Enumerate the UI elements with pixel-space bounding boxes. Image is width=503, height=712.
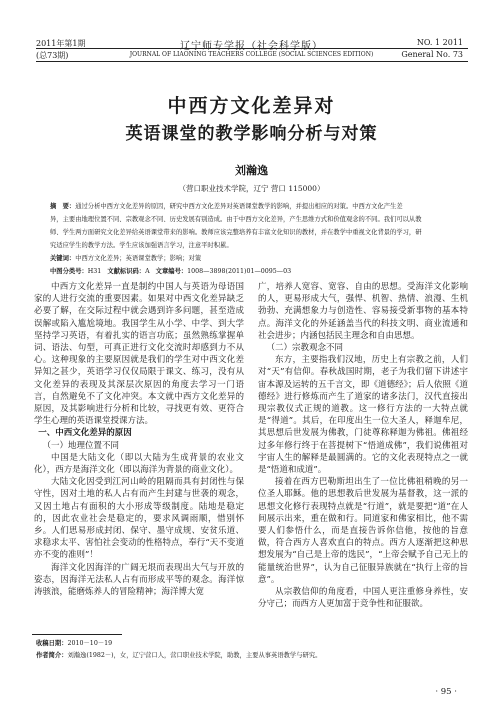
- abstract-line: 究适应学生的教学方法。学生应该加强语言学习，注意平时积累。: [50, 242, 233, 249]
- journal-header: [0, 0, 503, 62]
- author-name: 刘瀚逸: [235, 164, 268, 177]
- body-paragraph: 中国是大陆文化（即以大陆为生成背景的农业文化），西方是海洋文化（即以海洋为背景的商业文化）。: [34, 452, 244, 476]
- issue-label: 2011年第1期: [36, 39, 86, 48]
- author-affiliation: （营口职业技术学院，辽宁 营口 115000）: [178, 184, 325, 193]
- body-paragraph: 大陆文化因受到江河山岭的阻隔而具有封闭性与保守性，因对土地的私人占有而产生封建与世袭的观念，又因土地占有面积的大小形成等级制度。陆地是稳定的，因此农业社会是稳定的，要求风调雨顺，惜别怀乡。人们思易形成封闭、保守、墨守成规、安贫乐道、求稳求太平、害怕社会变动的性格特点，奉行“天不变道亦不变的准则”！: [34, 477, 244, 561]
- footnote-rule: [32, 634, 122, 635]
- received-date: 收稿日期：2010－10－19: [36, 640, 113, 647]
- keywords-text: 中西方文化差异；英语课堂教学；影响；对策: [75, 255, 202, 262]
- header-rule-top: [36, 48, 468, 49]
- section-heading: 一、中西文化差异的原因: [38, 428, 132, 439]
- abstract-line: 摘 要：通过分析中西方文化差异的原因，研究中西方文化差异对英语课堂教学的影响，并提出相应的对策。中西方文化产生差: [50, 203, 403, 210]
- page-number: · 95 ·: [435, 687, 457, 697]
- body-paragraph: 接着在西方巴勒斯坦出生了一位比佛祖稍晚的另一位圣人耶稣。他的思想教后世发展为基督教，这一派的思想文化修行表现特点就是“行道”，就是要把“道”在人间展示出来，重在做和行。同道家和佛家相比，他不需要人们参悟什么，而是直接告诉你信他，按他的旨意做，符合西方人喜欢直白的特点。西方人逐渐把这种思想发展为“自己是上帝的选民”，“上帝会赋予自己无上的能量统治世界”，认为自己征服异族就在“执行上帝的旨意”。: [258, 477, 468, 585]
- subsection-heading: （二）宗教观念不同: [266, 343, 344, 354]
- body-paragraph: 广，培养人宽容、宽容、自由的思想。受海洋文化影响的人，更易形成大气，强悍、机智、热情、浪漫、生机勃勃、充满想象力与创造性、容易接受新事物的基本特点。海洋文化的外延涵盖当代的科技文明、商业流通和社会进步；内涵包括民主理念和自由思想。: [258, 282, 468, 341]
- clc-number: H31: [87, 268, 102, 275]
- journal-name-cn: 辽宁师专学报（社会科学版）: [180, 41, 323, 52]
- keywords-label: 关键词：: [50, 255, 76, 262]
- body-column-right: [258, 281, 468, 610]
- keywords-line: [50, 252, 460, 265]
- body-paragraph: 海洋文化因海洋的广阔无垠而表现出大气与开放的姿态，因海洋无法私人占有而形成平等的观念。海洋惊涛骇浪，能磨炼养人的冒险精神；海洋博大宽: [34, 562, 244, 598]
- journal-name-en: JOURNAL OF LIAONING TEACHERS COLLEGE (SOCIAL SCIENCES EDITION): [129, 51, 374, 58]
- body-paragraph: 东方，主要指我们汉地，历史上有宗教之前，人们对“天”有信仰。春秋战国时期，老子为我们留下讲述宇宙本源及运转的五千言文，即《道德经》；后人依照《道德经》进行修炼而产生了道家的诸多法门，汉代直接出现宗教仪式正规的道教。这一修行方法的一大特点就是“得道”。其后，在印度出生一位大圣人，释迦牟尼，其思想后世发展为佛教，门徒尊称释迦为佛祖。佛祖经过多年修行终于在菩提树下“悟道成佛”，我们说佛祖对宇宙人生的解释是最圆满的。它的文化表现特点之一就是“悟道和成道”。: [258, 355, 468, 476]
- article-number: 1008—3898(2011)01—0095—03: [187, 268, 292, 275]
- article-title-line-2: 英语课堂的教学影响分析与对策: [125, 124, 378, 144]
- general-number: General No. 73: [401, 50, 463, 59]
- body-paragraph: 从宗教信仰的角度看，中国人更注重修身养性，安分守己；而西方人更加富于竞争性和征服欲。: [258, 587, 468, 610]
- article-title-line-1: 中西方文化差异对: [167, 95, 336, 117]
- author-bio: 作者简介：刘瀚逸(1982－)，女，辽宁营口人，营口职业技术学院，助教，主要从事英语教学与研究。: [36, 652, 322, 659]
- abstract-label: 摘 要：: [50, 203, 76, 210]
- body-paragraph: 中西方文化差异一直是制约中国人与英语为母语国家的人进行交流的重要因素。如果对中西文化差异缺乏必要了解，在交际过程中就会遇到许多问题，甚至造成误解或陷入尴尬境地。我国学生从小学、中学、到大学坚持学习英语，有着扎实的语言功底；虽然熟练掌握单词、语法、句型，可真正进行文化交流时却感到力不从心。这种现象的主要原因就是我们的学生对中西文化差异知之甚少，英语学习仅仅局限于课文、练习，没有从文化差异的表现及其深层次原因的角度去学习一门语言，自然避免不了文化冲突。本文就中西方文化差异的原因，及其影响进行分析和比较，寻找更有效、更符合学生心理的英语课堂授课方法。: [34, 282, 244, 427]
- abstract-block: [50, 200, 460, 278]
- subsection-heading: （一）地理位置不同: [42, 440, 120, 451]
- volume-label: (总73期): [36, 51, 69, 60]
- abstract-line: 师、学生两方面研究文化差异给英语课堂带来的影响。教师应该完整培养有丰富文化知识的教材，并在教学中重视文化背景的学习，研: [50, 229, 422, 236]
- classification-line: 中图分类号：H31 文献标识码：A 文章编号：1008—3898(2011)01—0095—03: [50, 268, 292, 275]
- header-rule-bottom: [36, 61, 468, 62]
- body-column-left: [34, 281, 244, 598]
- issue-number: NO. 1 2011: [416, 38, 463, 47]
- abstract-line: 异，主要由地理位置不同、宗教观念不同、历史发展有别造成。由于中西方文化差异，产生思维方式和价值观念的不同。我们可以从教: [50, 216, 422, 223]
- document-code: A: [145, 268, 150, 275]
